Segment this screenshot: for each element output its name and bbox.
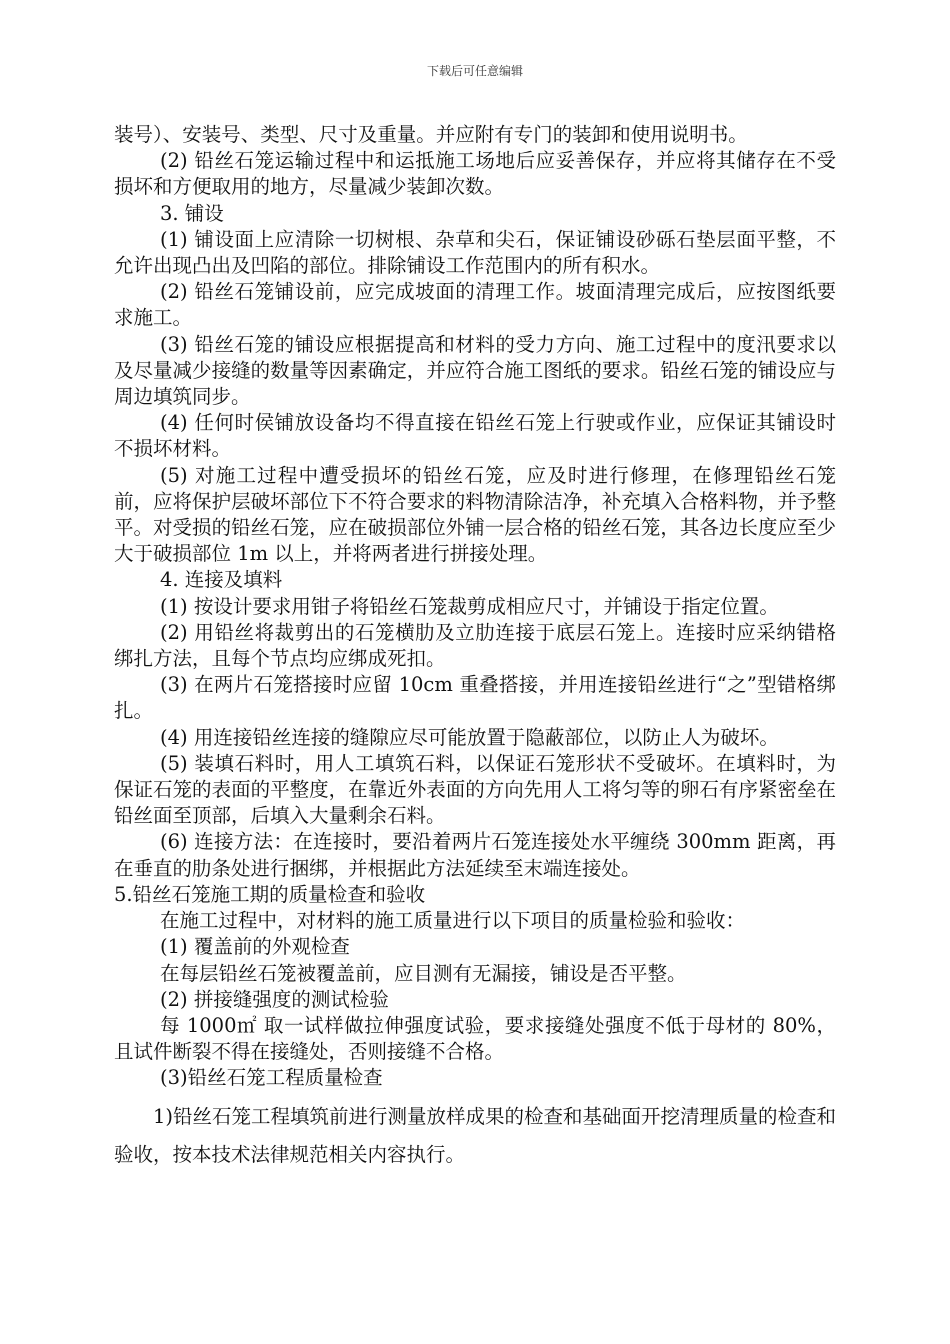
paragraph: 在每层铅丝石笼被覆盖前，应目测有无漏接，铺设是否平整。	[160, 961, 687, 985]
paragraph: 每 1000㎡ 取一试样做拉伸强度试验，要求接缝处强度不低于母材的 80%，且试件断裂不得在接缝处，否则接缝不合格。	[114, 1013, 836, 1064]
paragraph: (2) 铅丝石笼铺设前，应完成坡面的清理工作。坡面清理完成后，应按图纸要求施工。	[114, 280, 836, 330]
paragraph: (3) 在两片石笼搭接时应留 10cm 重叠搭接，并用连接铅丝进行“之”型错格绑扎。	[114, 673, 836, 723]
paragraph: 1)铅丝石笼工程填筑前进行测量放样成果的检查和基础面开挖清理质量的检查和验收，按本技术法律规范相关内容执行。	[114, 1104, 837, 1166]
paragraph: (5) 装填石料时，用人工填筑石料，以保证石笼形状不受破坏。在填料时，为保证石笼的表面的平整度，在靠近外表面的方向先用人工将匀等的卵石有序紧密垒在铅丝面至顶部，后填入大量剩余石料。	[114, 751, 836, 828]
paragraph: (4) 用连接铅丝连接的缝隙应尽可能放置于隐蔽部位，以防止人为破坏。	[160, 725, 779, 749]
subsection-heading: (1) 覆盖前的外观检查	[160, 935, 350, 959]
paragraph: (4) 任何时侯铺放设备均不得直接在铅丝石笼上行驶或作业，应保证其铺设时不损坏材料。	[114, 411, 836, 461]
subsection-heading: (2) 拼接缝强度的测试检验	[160, 987, 389, 1011]
section-heading: 3. 铺设	[160, 201, 224, 225]
paragraph: (2) 用铅丝将裁剪出的石笼横肋及立肋连接于底层石笼上。连接时应采纳错格绑扎方法，且每个节点均应绑成死扣。	[114, 620, 836, 671]
paragraph: (5) 对施工过程中遭受损坏的铅丝石笼，应及时进行修理，在修理铅丝石笼前，应将保护层破坏部位下不符合要求的料物清除洁净，补充填入合格料物，并予整平。对受损的铅丝石笼，应在破损部位外铺一层合格的铅丝石笼，其各边长度应至少大于破损部位 1m 以上，并将两者进行拼接处理。	[114, 463, 836, 566]
section-heading: 5.铅丝石笼施工期的质量检查和验收	[114, 882, 426, 906]
section-heading: 4. 连接及填料	[160, 568, 283, 592]
subsection-heading: (3)铅丝石笼工程质量检查	[160, 1066, 383, 1090]
paragraph: (2) 铅丝石笼运输过程中和运抵施工场地后应妥善保存，并应将其储存在不受损坏和方便取用的地方，尽量减少装卸次数。	[114, 149, 836, 199]
paragraph: (1) 铺设面上应清除一切树根、杂草和尖石，保证铺设砂砾石垫层面平整，不允许出现凸出及凹陷的部位。排除铺设工作范围内的所有积水。	[114, 227, 836, 278]
paragraph: (6) 连接方法：在连接时，要沿着两片石笼连接处水平缠绕 300mm 距离，再在垂直的肋条处进行捆绑，并根据此方法延续至末端连接处。	[114, 830, 836, 880]
paragraph: 装号）、安装号、类型、尺寸及重量。并应附有专门的装卸和使用说明书。	[114, 123, 748, 146]
paragraph: (1) 按设计要求用钳子将铅丝石笼裁剪成相应尺寸，并铺设于指定位置。	[160, 594, 779, 618]
paragraph: (3) 铅丝石笼的铺设应根据提高和材料的受力方向、施工过程中的度汛要求以及尽量减少接缝的数量等因素确定，并应符合施工图纸的要求。铅丝石笼的铺设应与周边填筑同步。	[114, 332, 836, 409]
paragraph: 在施工过程中，对材料的施工质量进行以下项目的质量检验和验收：	[160, 909, 746, 933]
page-header: 下载后可任意编辑	[426, 64, 523, 78]
document-body	[114, 122, 836, 1174]
